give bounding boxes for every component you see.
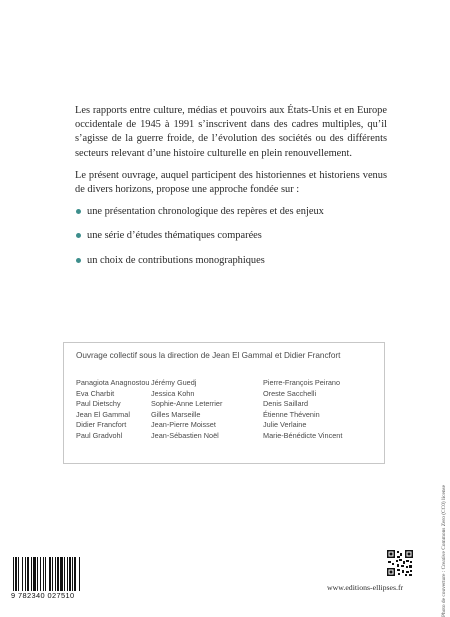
contributor-name: Sophie-Anne Leterrier xyxy=(151,399,223,409)
bullet-icon xyxy=(76,233,81,238)
contributor-name: Eva Charbit xyxy=(76,388,115,398)
contributors-column-3 xyxy=(263,378,342,442)
contributors-column-2 xyxy=(151,378,222,442)
contributor-name: Jean El Gammal xyxy=(76,409,130,419)
photo-credit: Photo de couverture : Creative Commons Zero (CC0) license xyxy=(441,484,447,617)
intro-paragraph-1: Les rapports entre culture, médias et pouvoirs aux États-Unis et en Europe occidentale de 1945 à 1991 s’inscrivent dans des cadres multiples, qu’il s’agisse de la guerre froide, de l’évolution des sociétés ou des différents secteurs relevant d’une histoire culturelle en plein renouvellement. xyxy=(75,105,387,159)
contributors-column-1 xyxy=(76,378,149,442)
barcode-icon xyxy=(13,557,113,591)
contributors-box xyxy=(63,342,385,464)
contributor-name: Paul Gradvohl xyxy=(76,430,123,440)
contributor-name: Oreste Sacchelli xyxy=(263,388,317,398)
list-item xyxy=(75,205,387,219)
isbn-number: 9 782340 027510 xyxy=(11,591,75,600)
bullet-icon xyxy=(76,258,81,263)
contributor-name: Denis Saillard xyxy=(263,399,309,409)
contributor-name: Pierre-François Peirano xyxy=(263,378,341,387)
publisher-website: www.editions-ellipses.fr xyxy=(327,583,404,592)
qr-code-icon xyxy=(386,549,414,577)
bullet-text: une série d’études thématiques comparées xyxy=(87,230,262,242)
contributor-name: Marie-Bénédicte Vincent xyxy=(263,430,343,440)
bullet-icon xyxy=(76,209,81,214)
contributor-name: Didier Francfort xyxy=(76,420,127,430)
contributor-name: Jessica Kohn xyxy=(151,388,195,398)
intro-paragraph-2: Le présent ouvrage, auquel participent des historiennes et historiens venus de divers horizons, propose une approche fondée sur : xyxy=(75,169,387,196)
bullet-list xyxy=(75,205,387,268)
contributor-name: Paul Dietschy xyxy=(76,399,121,409)
contributor-name: Jean-Sébastien Noël xyxy=(151,430,219,440)
back-cover-blurb xyxy=(75,104,387,278)
contributor-name: Panagiota Anagnostou xyxy=(76,378,150,387)
contributor-name: Jean-Pierre Moisset xyxy=(151,420,216,430)
list-item xyxy=(75,254,387,268)
contributor-name: Gilles Marseille xyxy=(151,409,201,419)
contributor-name: Jérémy Guedj xyxy=(151,378,197,387)
bullet-text: un choix de contributions monographiques xyxy=(87,254,265,266)
contributors-title: Ouvrage collectif sous la direction de Jean El Gammal et Didier Francfort xyxy=(76,351,341,360)
bullet-text: une présentation chronologique des repères et des enjeux xyxy=(87,206,324,218)
contributor-name: Julie Verlaine xyxy=(263,420,307,430)
list-item xyxy=(75,229,387,243)
contributor-name: Étienne Thévenin xyxy=(263,409,320,419)
